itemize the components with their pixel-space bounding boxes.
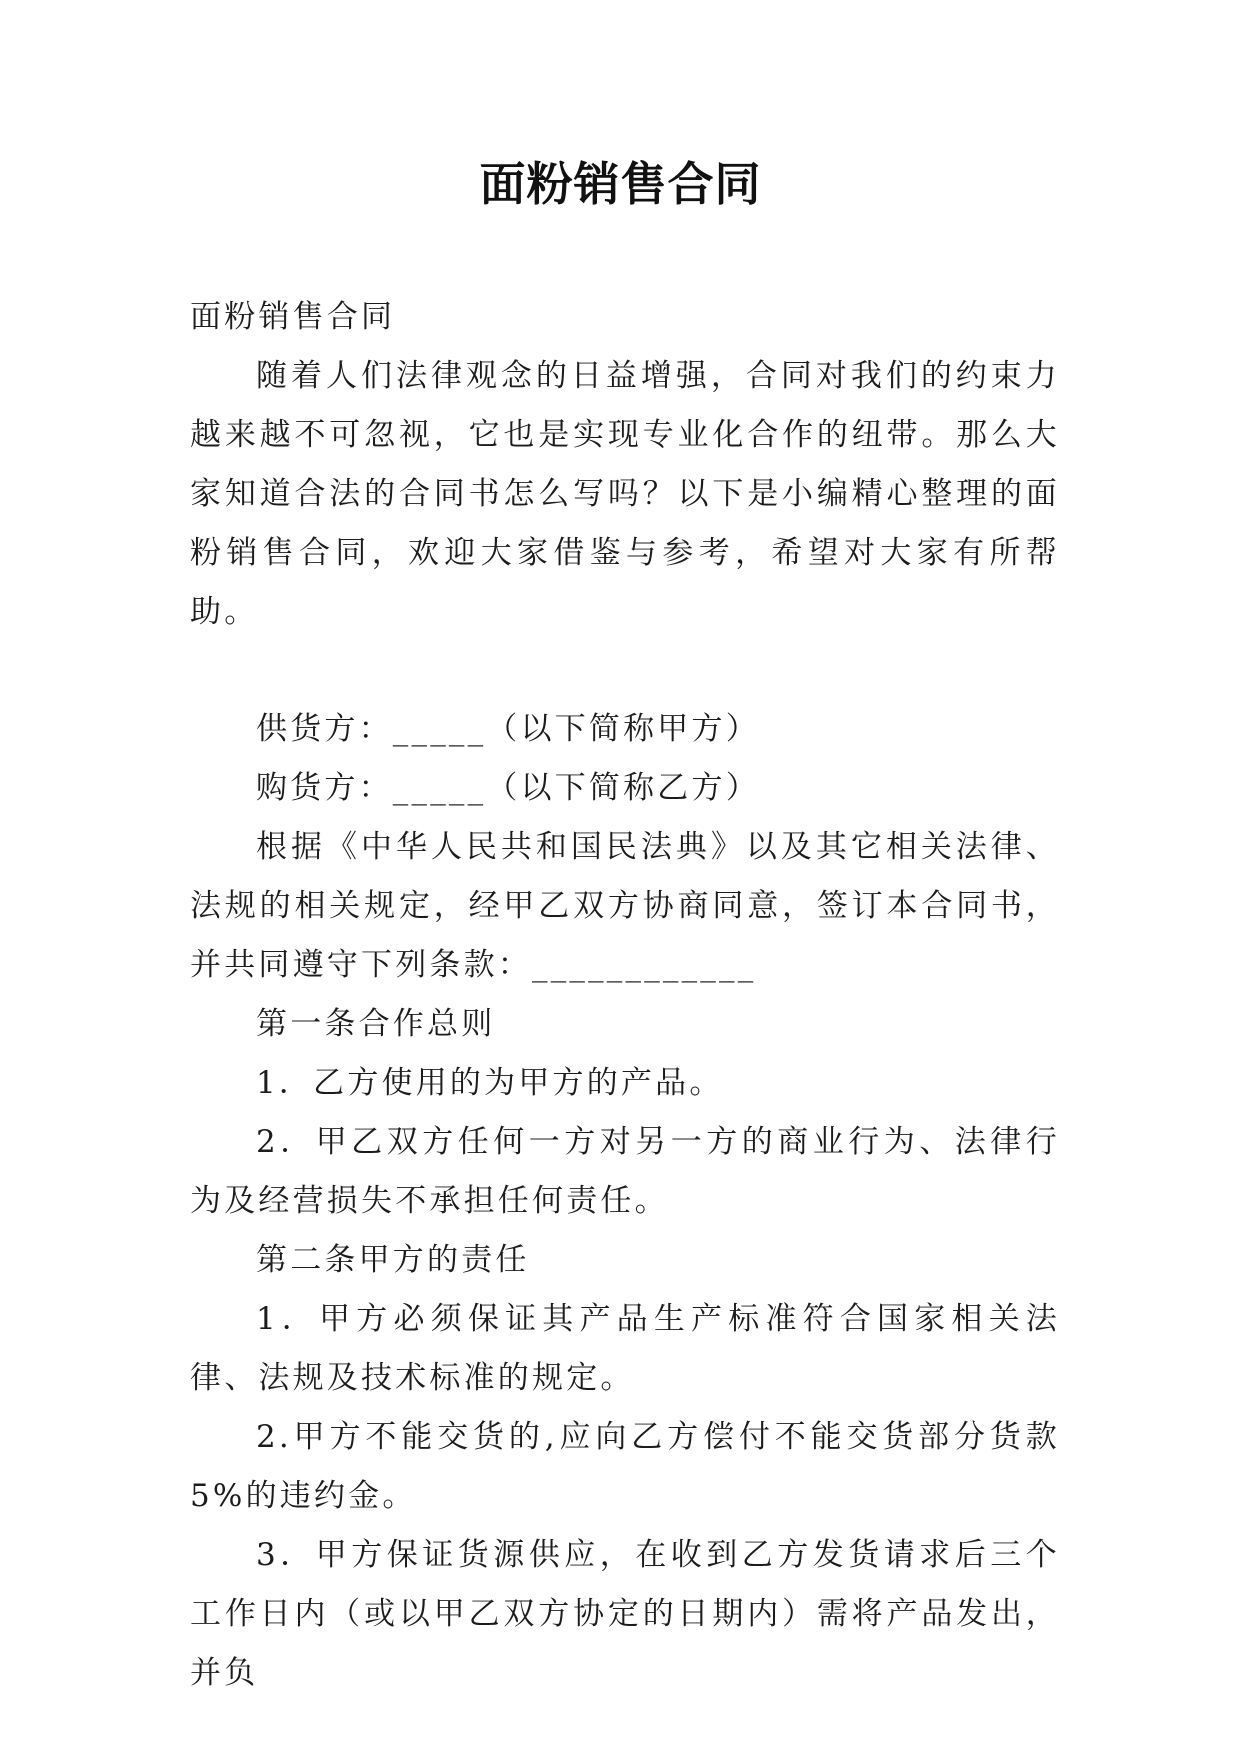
paragraph-heading: 面粉销售合同	[190, 299, 396, 335]
article-1-item-2: 2．甲乙双方任何一方对另一方的商业行为、法律行为及经营损失不承担任何责任。	[190, 1124, 1060, 1219]
document-body	[190, 288, 1060, 1703]
document-title: 面粉销售合同	[479, 157, 762, 211]
paragraph-buyer: 购货方：_____（以下简称乙方）	[256, 770, 760, 806]
article-2-item-3: 3．甲方保证货源供应，在收到乙方发货请求后三个工作日内（或以甲乙双方协定的日期内）需将产品发出，并负	[190, 1537, 1060, 1691]
article-1-heading: 第一条合作总则	[256, 1006, 496, 1042]
paragraph-intro: 随着人们法律观念的日益增强，合同对我们的约束力越来越不可忽视，它也是实现专业化合作的纽带。那么大家知道合法的合同书怎么写吗？以下是小编精心整理的面粉销售合同，欢迎大家借鉴与参考，希望对大家有所帮助。	[190, 358, 1060, 630]
article-1-item-1: 1．乙方使用的为甲方的产品。	[256, 1065, 724, 1101]
paragraph-supplier: 供货方：_____（以下简称甲方）	[256, 711, 760, 747]
article-2-item-1: 1．甲方必须保证其产品生产标准符合国家相关法律、法规及技术标准的规定。	[190, 1301, 1060, 1396]
article-2-item-2: 2.甲方不能交货的,应向乙方偿付不能交货部分货款5%的违约金。	[190, 1419, 1060, 1514]
paragraph-basis: 根据《中华人民共和国民法典》以及其它相关法律、法规的相关规定，经甲乙双方协商同意，签订本合同书，并共同遵守下列条款：____________	[190, 829, 1060, 983]
article-2-heading: 第二条甲方的责任	[256, 1242, 530, 1278]
